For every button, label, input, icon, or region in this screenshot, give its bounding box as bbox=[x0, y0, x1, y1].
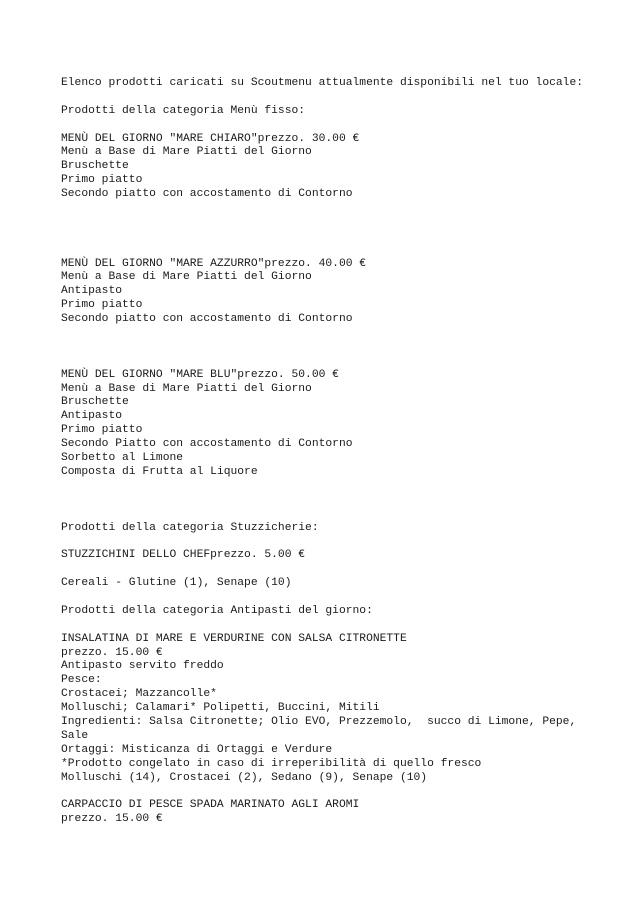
text-line: Primo piatto bbox=[61, 299, 143, 312]
text-line: Prodotti della categoria Menù fisso: bbox=[61, 104, 306, 117]
text-line: Prodotti della categoria Stuzzicherie: bbox=[61, 521, 319, 534]
blank-line bbox=[61, 494, 621, 508]
blank-line bbox=[61, 619, 621, 633]
text-line: Cereali - Glutine (1), Senape (10) bbox=[61, 577, 292, 590]
text-line: Primo piatto bbox=[61, 174, 143, 187]
blank-line bbox=[61, 355, 621, 369]
text-line: Crostacei; Mazzancolle* bbox=[61, 688, 217, 701]
product-list-document bbox=[61, 77, 621, 827]
text-line: Sorbetto al Limone bbox=[61, 452, 184, 465]
text-line: prezzo. 15.00 € bbox=[61, 813, 163, 826]
text-line: Molluschi; Calamari* Polipetti, Buccini, Mitili bbox=[61, 702, 380, 715]
text-line: Ortaggi: Misticanza di Ortaggi e Verdure bbox=[61, 743, 333, 756]
blank-line bbox=[61, 785, 621, 799]
blank-line bbox=[61, 216, 621, 230]
blank-line bbox=[61, 202, 621, 216]
text-line: STUZZICHINI DELLO CHEFprezzo. 5.00 € bbox=[61, 549, 306, 562]
blank-line bbox=[61, 591, 621, 605]
blank-line bbox=[61, 244, 621, 258]
text-line: Secondo Piatto con accostamento di Contorno bbox=[61, 438, 353, 451]
text-line: MENÙ DEL GIORNO "MARE CHIARO"prezzo. 30.00 € bbox=[61, 132, 360, 145]
text-line: INSALATINA DI MARE E VERDURINE CON SALSA CITRONETTE bbox=[61, 632, 407, 645]
text-line: Menù a Base di Mare Piatti del Giorno bbox=[61, 382, 312, 395]
text-line: Secondo piatto con accostamento di Contorno bbox=[61, 313, 353, 326]
text-line: Ingredienti: Salsa Citronette; Olio EVO, Prezzemolo, succo di Limone, Pepe, bbox=[61, 715, 577, 728]
text-line: Antipasto bbox=[61, 410, 123, 423]
text-line: Pesce: bbox=[61, 674, 102, 687]
text-line: MENÙ DEL GIORNO "MARE AZZURRO"prezzo. 40.00 € bbox=[61, 257, 367, 270]
text-line: Sale bbox=[61, 729, 89, 742]
text-line: Molluschi (14), Crostacei (2), Sedano (9), Senape (10) bbox=[61, 771, 428, 784]
text-line: Elenco prodotti caricati su Scoutmenu attualmente disponibili nel tuo locale: bbox=[61, 77, 584, 89]
text-line: Menù a Base di Mare Piatti del Giorno bbox=[61, 271, 312, 284]
text-line: *Prodotto congelato in caso di irreperibilità di quello fresco bbox=[61, 757, 482, 770]
text-line: CARPACCIO DI PESCE SPADA MARINATO AGLI AROMI bbox=[61, 799, 360, 812]
text-line: prezzo. 15.00 € bbox=[61, 646, 163, 659]
blank-line bbox=[61, 480, 621, 494]
text-line: Menù a Base di Mare Piatti del Giorno bbox=[61, 146, 312, 159]
blank-line bbox=[61, 535, 621, 549]
blank-line bbox=[61, 327, 621, 341]
blank-line bbox=[61, 119, 621, 133]
text-line: Bruschette bbox=[61, 160, 129, 173]
text-line: MENÙ DEL GIORNO "MARE BLU"prezzo. 50.00 € bbox=[61, 368, 339, 381]
text-line: Prodotti della categoria Antipasti del giorno: bbox=[61, 604, 373, 617]
blank-line bbox=[61, 508, 621, 522]
blank-line bbox=[61, 563, 621, 577]
text-line: Antipasto bbox=[61, 285, 123, 298]
text-line: Secondo piatto con accostamento di Contorno bbox=[61, 188, 353, 201]
text-line: Primo piatto bbox=[61, 424, 143, 437]
text-line: Composta di Frutta al Liquore bbox=[61, 465, 258, 478]
text-line: Bruschette bbox=[61, 396, 129, 409]
blank-line bbox=[61, 230, 621, 244]
blank-line bbox=[61, 91, 621, 105]
text-line: Antipasto servito freddo bbox=[61, 660, 224, 673]
blank-line bbox=[61, 341, 621, 355]
